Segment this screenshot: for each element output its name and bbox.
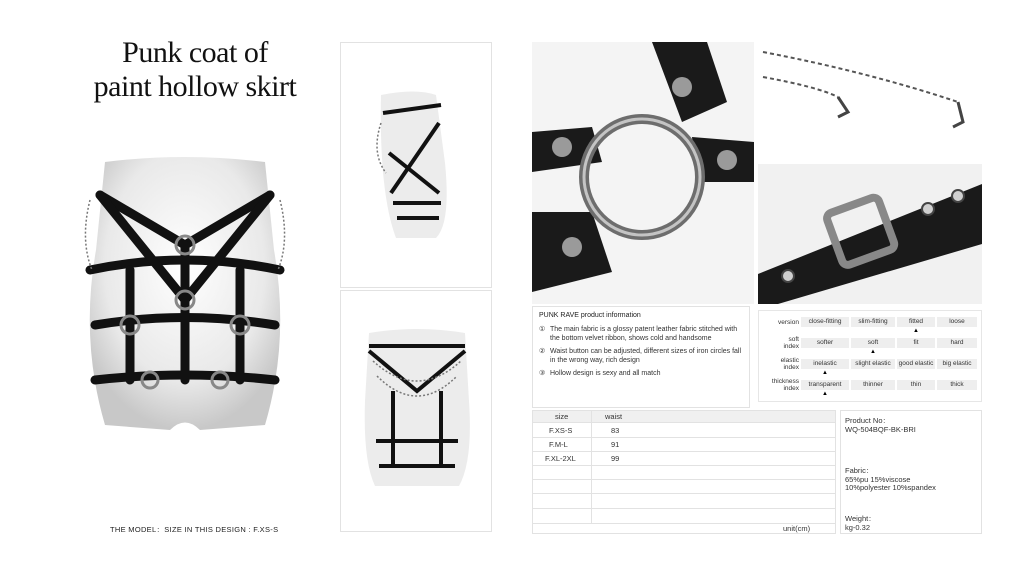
fabric-line: 10%polyester 10%spandex: [845, 483, 936, 492]
column-divider: [591, 411, 592, 523]
scale-label: soft index: [783, 336, 799, 350]
scale-label: version: [778, 319, 799, 326]
scale-option: loose: [937, 317, 977, 327]
waist-header: waist: [605, 412, 623, 421]
scale-option: fitted: [897, 317, 935, 327]
thickness-scale: [759, 380, 983, 400]
scale-option: soft: [851, 338, 895, 348]
product-info-point: [539, 369, 743, 378]
side-view-photo-panel: [340, 42, 492, 288]
selected-marker-icon: ▲: [870, 349, 876, 355]
point-number: ①: [539, 326, 546, 333]
row-divider: [533, 451, 835, 452]
row-divider: [533, 465, 835, 466]
product-spec: [840, 410, 982, 534]
size-cell: F.XL-2XL: [545, 454, 576, 463]
size-table: [532, 410, 836, 534]
attribute-scales: [758, 310, 982, 402]
fabric-line: 65%pu 15%viscose: [845, 474, 911, 484]
selected-marker-icon: ▲: [913, 328, 919, 334]
product-title-line-1: Punk coat of: [122, 36, 268, 69]
unit-label: unit(cm): [783, 524, 811, 533]
chain-detail-photo: [758, 42, 982, 162]
point-text: The main fabric is a glossy patent leather fabric stitched with the bottom velvet ribbon, shows cold and handsome: [550, 326, 738, 342]
size-table-header-row: [533, 411, 835, 422]
weight-value: kg-0.32: [845, 522, 871, 532]
row-divider: [533, 508, 835, 509]
scale-option: thick: [937, 380, 977, 390]
scale-option: softer: [801, 338, 849, 348]
waist-cell: 99: [611, 454, 620, 463]
size-cell: F.XS-S: [549, 426, 573, 435]
row-divider: [533, 422, 835, 423]
back-view-photo-panel: [340, 290, 492, 532]
ring-detail-photo: [532, 42, 754, 304]
soft-scale: [759, 338, 983, 358]
waist-cell: 91: [611, 440, 620, 449]
product-info-heading: PUNK RAVE product information: [539, 312, 641, 319]
product-title: [60, 36, 330, 104]
product-title-line-2: paint hollow skirt: [93, 70, 297, 103]
fabric-block: [845, 467, 936, 493]
scale-label: elastic index: [780, 357, 799, 371]
selected-marker-icon: ▲: [822, 370, 828, 376]
size-cell: F.M-L: [549, 440, 568, 449]
product-number-block: [845, 417, 916, 434]
selected-marker-icon: ▲: [822, 391, 828, 397]
size-header: size: [555, 412, 569, 421]
scale-option: close-fitting: [801, 317, 849, 327]
point-text: Hollow design is sexy and all match: [550, 370, 661, 377]
scale-option: transparent: [801, 380, 849, 390]
point-number: ②: [539, 348, 546, 355]
fabric-label: Fabric：: [845, 466, 874, 475]
weight-label: Weight：: [845, 514, 876, 523]
scale-option: slight elastic: [851, 359, 895, 369]
scale-option: good elastic: [898, 360, 934, 367]
scale-label: thickness index: [771, 378, 799, 392]
point-number: ③: [539, 370, 546, 377]
product-info-point: [539, 347, 743, 365]
back-view-photo: [341, 291, 492, 532]
scale-option: slim-fitting: [851, 317, 895, 327]
row-divider: [533, 493, 835, 494]
main-product-photo: [60, 140, 310, 440]
scale-option: thin: [897, 380, 935, 390]
version-scale: [759, 317, 983, 337]
product-number-label: Product No：: [845, 416, 891, 425]
row-divider: [533, 437, 835, 438]
row-divider: [533, 479, 835, 480]
point-text: Waist button can be adjusted, different sizes of iron circles fall in the wrong way, rich design: [550, 348, 742, 364]
scale-option: thinner: [851, 380, 895, 390]
product-information: [532, 306, 750, 408]
scale-option: big elastic: [937, 359, 977, 369]
buckle-detail-photo: [758, 164, 982, 304]
scale-option: fit: [897, 338, 935, 348]
side-view-photo: [341, 43, 492, 288]
weight-block: [845, 515, 876, 532]
elastic-scale: [759, 359, 983, 379]
scale-option: hard: [937, 338, 977, 348]
product-number: WQ-504BQF-BK-BRI: [845, 424, 916, 434]
model-size-note: THE MODEL：SIZE IN THIS DESIGN : F.XS-S: [110, 525, 279, 534]
scale-option: inelastic: [801, 359, 849, 369]
product-info-point: [539, 325, 743, 343]
waist-cell: 83: [611, 426, 620, 435]
